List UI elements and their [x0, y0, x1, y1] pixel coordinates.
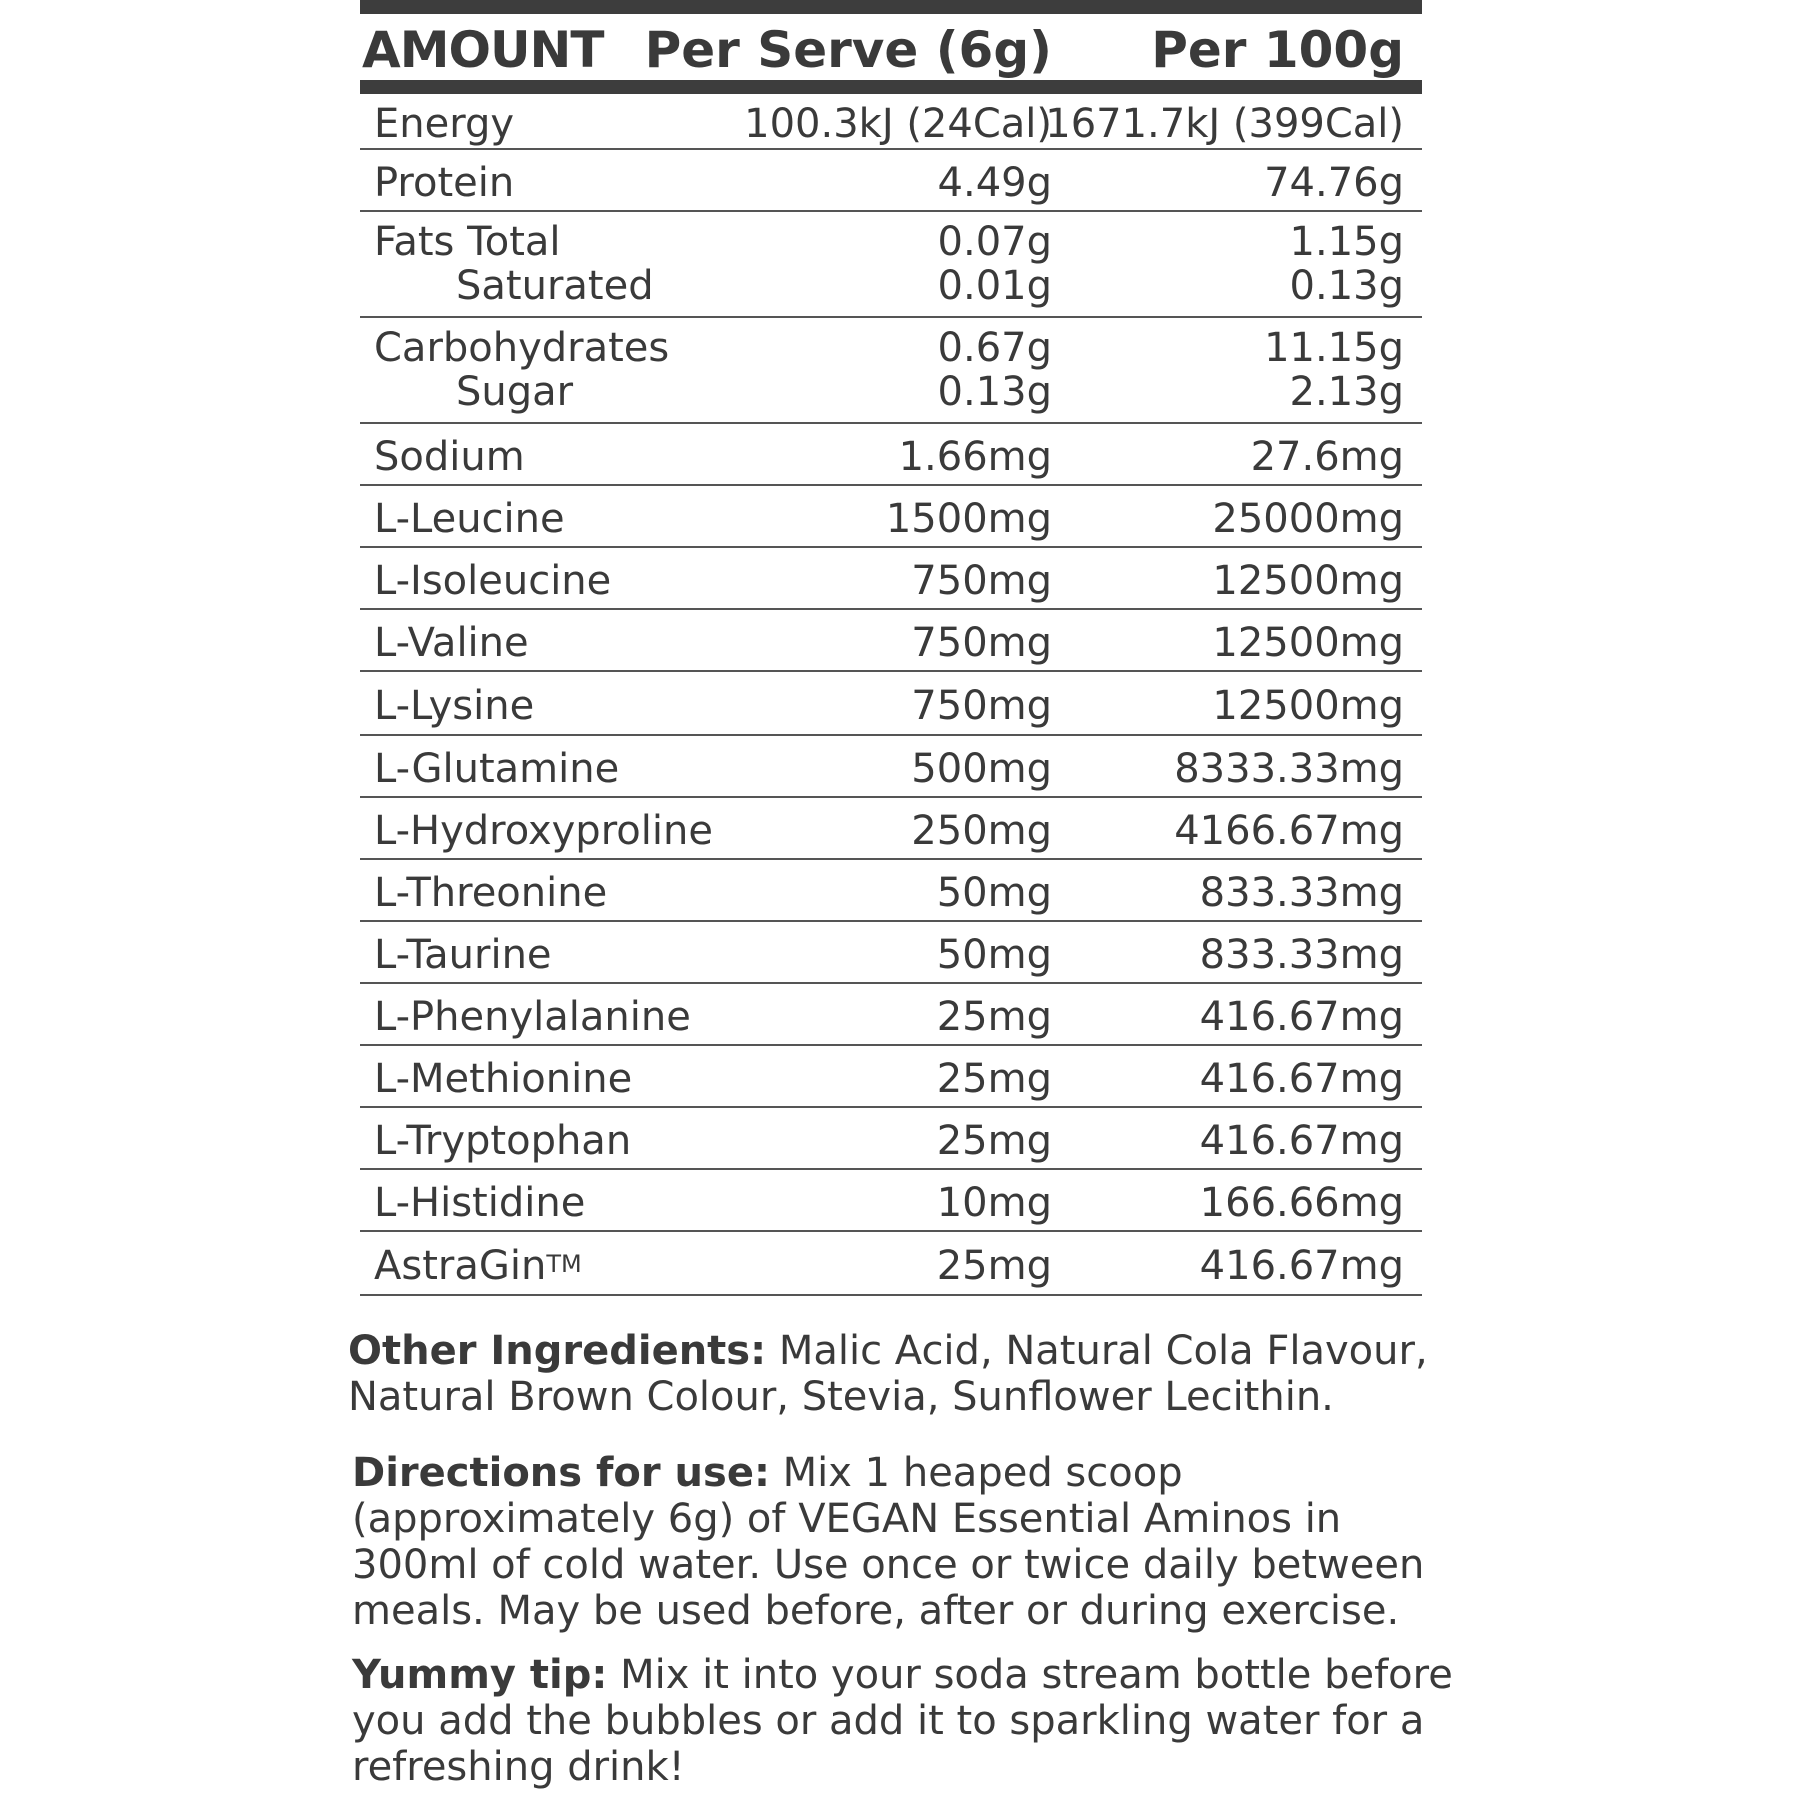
nutrition-row [360, 610, 1422, 672]
nutrition-rows [360, 94, 1422, 1296]
nutrient-name: L-Valine [374, 620, 529, 666]
per-100g-value: 27.6mg [1250, 434, 1404, 480]
nutrition-row [360, 548, 1422, 610]
other-ingredients-label: Other Ingredients: [348, 1328, 767, 1374]
directions-label: Directions for use: [352, 1450, 770, 1496]
per-serve-value: 50mg [936, 932, 1052, 978]
per-serve-value: 25mg [936, 994, 1052, 1040]
nutrient-name: Energy [374, 101, 515, 147]
per-serve-value: 0.07g [937, 219, 1052, 265]
nutrition-row [360, 798, 1422, 860]
yummy-tip [352, 1652, 1462, 1790]
nutrient-name [374, 1244, 582, 1288]
nutrient-name: Protein [374, 160, 515, 206]
per-serve-value: 25mg [936, 1056, 1052, 1102]
nutrient-name: L-Lysine [374, 683, 535, 729]
sub-per-100g-value: 2.13g [1289, 369, 1404, 415]
directions-text: Mix 1 heaped scoop (approximately 6g) of VEGAN Essential Aminos in 300ml of cold water. Use once or twice daily between meals. May be used before, after or during exercise. [352, 1450, 1425, 1634]
nutrient-name: L-Methionine [374, 1056, 633, 1102]
sub-nutrient-name: Saturated [456, 263, 654, 309]
sub-per-100g-value: 0.13g [1289, 263, 1404, 309]
per-100g-value: 12500mg [1212, 683, 1404, 729]
nutrition-row [360, 150, 1422, 212]
directions-for-use [352, 1450, 1462, 1634]
other-ingredients [348, 1328, 1448, 1420]
tip-text: Mix it into your soda stream bottle before you add the bubbles or add it to sparkling water for a refreshing drink! [352, 1652, 1453, 1790]
sub-per-serve-value: 0.13g [937, 369, 1052, 415]
nutrition-row [360, 318, 1422, 424]
per-100g-value: 11.15g [1264, 325, 1404, 371]
per-100g-value: 166.66mg [1199, 1180, 1404, 1226]
header-per-serve: Per Serve (6g) [644, 21, 1052, 79]
nutrient-name: L-Phenylalanine [374, 994, 691, 1040]
nutrient-name-text: AstraGin [374, 1243, 547, 1289]
per-100g-value: 12500mg [1212, 620, 1404, 666]
per-100g-value: 1671.7kJ (399Cal) [1045, 101, 1404, 147]
tip-label: Yummy tip: [352, 1652, 608, 1698]
nutrient-name: L-Isoleucine [374, 558, 612, 604]
nutrition-row [360, 94, 1422, 150]
other-ingredients-text: Malic Acid, Natural Cola Flavour, Natural Brown Colour, Stevia, Sunflower Lecithin. [348, 1328, 1428, 1420]
per-100g-value: 416.67mg [1199, 1243, 1404, 1289]
per-serve-value: 750mg [911, 620, 1052, 666]
per-100g-value: 833.33mg [1199, 870, 1404, 916]
nutrient-name: L-Hydroxyproline [374, 808, 713, 854]
per-100g-value: 25000mg [1212, 496, 1404, 542]
nutrient-name: L-Tryptophan [374, 1118, 632, 1164]
nutrition-row [360, 1046, 1422, 1108]
nutrition-row [360, 1108, 1422, 1170]
per-serve-value: 0.67g [937, 325, 1052, 371]
per-serve-value: 4.49g [937, 160, 1052, 206]
nutrition-panel [360, 0, 1422, 1296]
per-serve-value: 250mg [911, 808, 1052, 854]
nutrition-row [360, 424, 1422, 486]
trademark-mark: TM [546, 1250, 582, 1278]
per-serve-value: 1.66mg [898, 434, 1052, 480]
per-serve-value: 50mg [936, 870, 1052, 916]
table-header [360, 14, 1422, 80]
per-100g-value: 833.33mg [1199, 932, 1404, 978]
nutrient-name: Fats Total [374, 219, 561, 265]
nutrient-name: Sodium [374, 434, 525, 480]
per-100g-value: 416.67mg [1199, 1056, 1404, 1102]
nutrition-row [360, 486, 1422, 548]
nutrition-row [360, 672, 1422, 736]
per-serve-value: 10mg [936, 1180, 1052, 1226]
nutrition-row [360, 860, 1422, 922]
sub-nutrient-name: Sugar [456, 369, 574, 415]
per-100g-value: 4166.67mg [1174, 808, 1404, 854]
nutrient-name: L-Taurine [374, 932, 552, 978]
top-divider-bar [360, 0, 1422, 14]
nutrient-name: L-Histidine [374, 1180, 586, 1226]
header-per-100g: Per 100g [1151, 21, 1404, 79]
per-serve-value: 100.3kJ (24Cal) [744, 101, 1052, 147]
per-serve-value: 1500mg [885, 496, 1052, 542]
nutrition-row [360, 212, 1422, 318]
per-serve-value: 25mg [936, 1243, 1052, 1289]
per-serve-value: 750mg [911, 558, 1052, 604]
per-serve-value: 25mg [936, 1118, 1052, 1164]
per-100g-value: 8333.33mg [1174, 746, 1404, 792]
nutrition-row [360, 1232, 1422, 1296]
nutrient-name: L-Glutamine [374, 746, 620, 792]
per-100g-value: 416.67mg [1199, 994, 1404, 1040]
nutrition-row [360, 736, 1422, 798]
nutrient-name: L-Threonine [374, 870, 608, 916]
sub-per-serve-value: 0.01g [937, 263, 1052, 309]
per-serve-value: 500mg [911, 746, 1052, 792]
header-divider-bar [360, 80, 1422, 94]
nutrition-row [360, 984, 1422, 1046]
nutrition-row [360, 922, 1422, 984]
nutrition-row [360, 1170, 1422, 1232]
per-100g-value: 74.76g [1264, 160, 1404, 206]
per-100g-value: 416.67mg [1199, 1118, 1404, 1164]
per-100g-value: 1.15g [1289, 219, 1404, 265]
per-100g-value: 12500mg [1212, 558, 1404, 604]
nutrient-name: Carbohydrates [374, 325, 670, 371]
nutrient-name: L-Leucine [374, 496, 565, 542]
header-amount: AMOUNT [362, 21, 604, 79]
per-serve-value: 750mg [911, 683, 1052, 729]
